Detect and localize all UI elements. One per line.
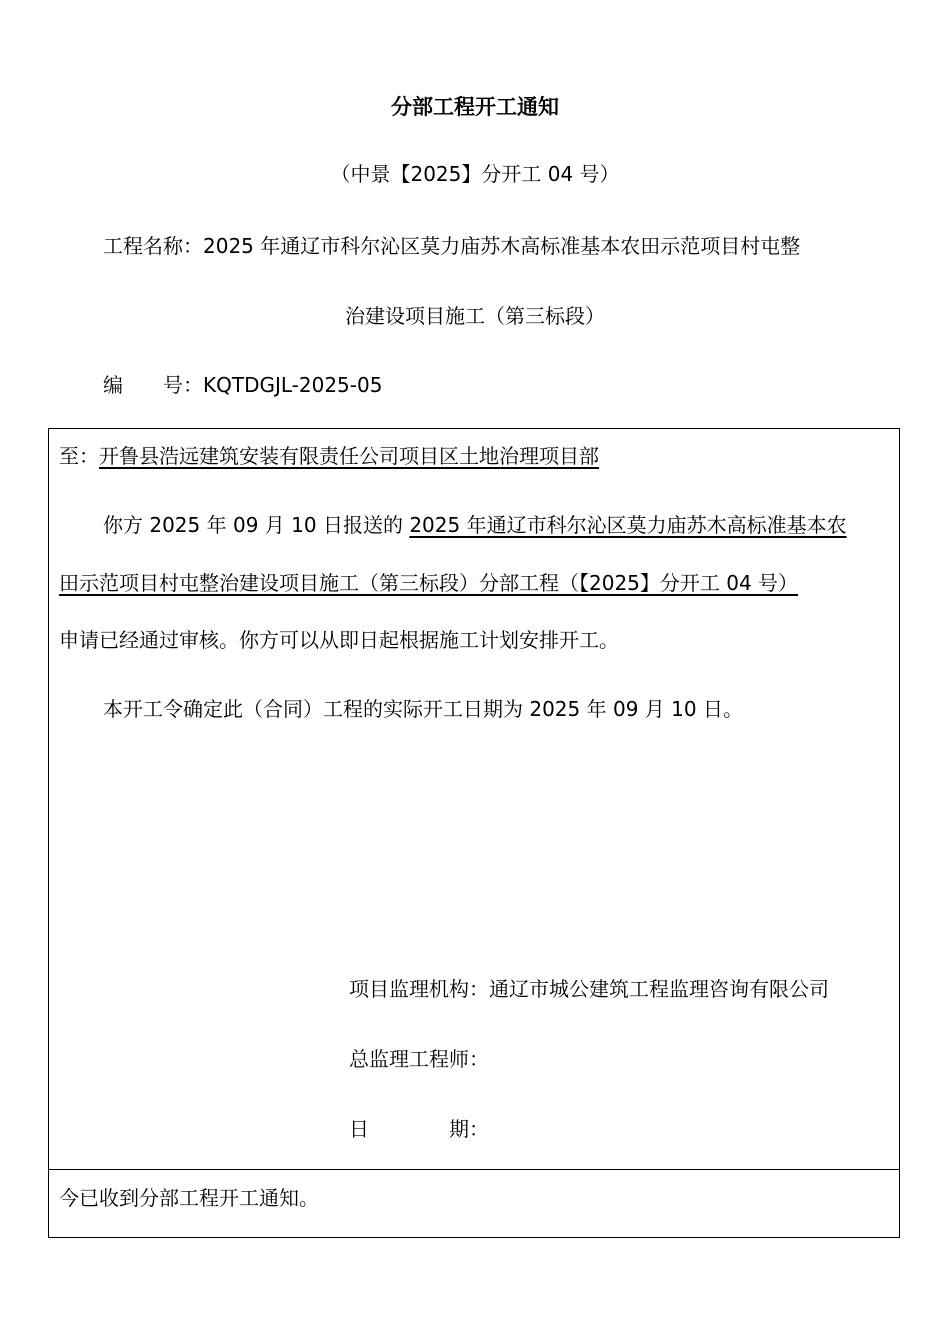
notice-paragraph-1-line-2: 田示范项目村屯整治建设项目施工（第三标段）分部工程（【2025】分开工 04 号）	[59, 571, 799, 595]
notice-paragraph-1-line-1	[103, 511, 847, 539]
recipient-label: 至：	[59, 444, 99, 468]
date-label: 日 期：	[349, 1117, 489, 1141]
serial-number	[103, 371, 382, 399]
recipient-line	[59, 442, 599, 470]
chief-engineer-label: 总监理工程师：	[349, 1047, 489, 1071]
paragraph-1-prefix: 你方 2025 年 09 月 10 日报送的	[103, 513, 410, 537]
project-name-line-2: 治建设项目施工（第三标段）	[345, 304, 605, 328]
receipt-text: 今已收到分部工程开工通知。	[59, 1186, 319, 1210]
supervisor-organization: 项目监理机构：通辽市城公建筑工程监理咨询有限公司	[349, 977, 829, 1001]
serial-number-value: KQTDGJL-2025-05	[203, 373, 383, 397]
table-divider	[48, 1169, 900, 1170]
document-title: 分部工程开工通知	[391, 95, 559, 119]
document-reference-number: （中景【2025】分开工 04 号）	[330, 162, 620, 186]
project-name-underlined: 2025 年通辽市科尔沁区莫力庙苏木高标准基本农	[409, 513, 847, 537]
notice-paragraph-2: 本开工令确定此（合同）工程的实际开工日期为 2025 年 09 月 10 日。	[103, 697, 743, 721]
recipient-company: 开鲁县浩远建筑安装有限责任公司项目区土地治理项目部	[99, 444, 599, 468]
project-name-line-1: 工程名称：2025 年通辽市科尔沁区莫力庙苏木高标准基本农田示范项目村屯整	[103, 234, 801, 258]
serial-number-label: 编 号：	[103, 373, 203, 397]
notice-paragraph-1-line-3: 申请已经通过审核。你方可以从即日起根据施工计划安排开工。	[59, 628, 619, 652]
